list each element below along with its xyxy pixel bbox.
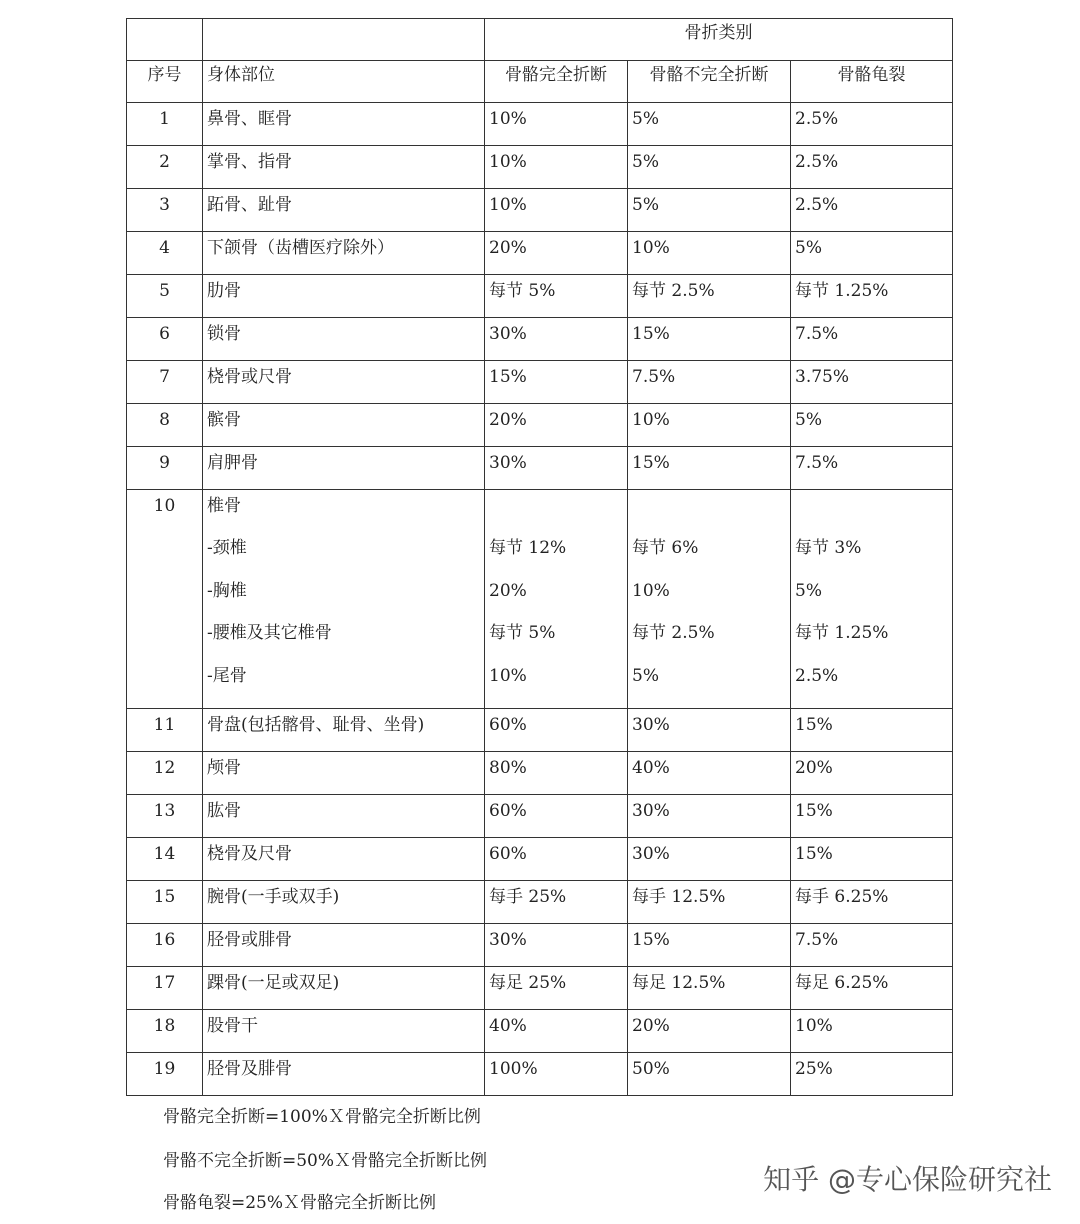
row-complete: 100% <box>485 1052 628 1095</box>
fracture-table-body <box>127 19 953 1096</box>
row-part: 跖骨、趾骨 <box>203 189 485 232</box>
sub-line: -颈椎 <box>207 538 247 559</box>
row-no: 10 <box>127 490 203 709</box>
row-complete: 30% <box>485 923 628 966</box>
row-incomplete <box>628 490 791 709</box>
row-incomplete: 每足 12.5% <box>628 966 791 1009</box>
table-row <box>127 923 953 966</box>
row-incomplete: 15% <box>628 923 791 966</box>
row-crack: 20% <box>791 751 953 794</box>
sub-line: 5% <box>632 665 659 686</box>
row-no: 14 <box>127 837 203 880</box>
table-row <box>127 837 953 880</box>
row-crack: 15% <box>791 837 953 880</box>
table-row <box>127 361 953 404</box>
row-incomplete: 20% <box>628 1009 791 1052</box>
row-complete: 20% <box>485 232 628 275</box>
row-no: 16 <box>127 923 203 966</box>
row-no: 1 <box>127 103 203 146</box>
row-complete: 15% <box>485 361 628 404</box>
row-no: 4 <box>127 232 203 275</box>
row-incomplete: 10% <box>628 232 791 275</box>
row-crack: 5% <box>791 232 953 275</box>
row-part: 桡骨或尺骨 <box>203 361 485 404</box>
row-incomplete: 40% <box>628 751 791 794</box>
row-part: 肩胛骨 <box>203 447 485 490</box>
row-no: 15 <box>127 880 203 923</box>
sub-line: 每节 6% <box>632 538 699 559</box>
row-part: 股骨干 <box>203 1009 485 1052</box>
row-complete: 10% <box>485 146 628 189</box>
sub-line: 每节 2.5% <box>632 623 715 644</box>
row-incomplete: 50% <box>628 1052 791 1095</box>
row-no: 2 <box>127 146 203 189</box>
row-crack: 5% <box>791 404 953 447</box>
header-crack: 骨骼龟裂 <box>791 61 953 103</box>
row-complete <box>485 490 628 709</box>
sub-line <box>489 496 623 538</box>
row-crack: 每手 6.25% <box>791 880 953 923</box>
row-crack: 10% <box>791 1009 953 1052</box>
header-group-row <box>127 19 953 61</box>
row-part <box>203 490 485 709</box>
row-crack: 7.5% <box>791 318 953 361</box>
row-complete: 80% <box>485 751 628 794</box>
row-incomplete: 30% <box>628 837 791 880</box>
row-part: 桡骨及尺骨 <box>203 837 485 880</box>
row-complete: 20% <box>485 404 628 447</box>
table-row <box>127 880 953 923</box>
sub-line: 每节 12% <box>489 538 567 559</box>
row-incomplete: 每节 2.5% <box>628 275 791 318</box>
row-no: 6 <box>127 318 203 361</box>
row-part: 颅骨 <box>203 751 485 794</box>
row-part: 腕骨(一手或双手) <box>203 880 485 923</box>
sub-line: 20% <box>489 580 527 601</box>
table-row <box>127 708 953 751</box>
sub-line: 10% <box>632 580 670 601</box>
header-no: 序号 <box>127 61 203 103</box>
row-crack <box>791 490 953 709</box>
row-part: 踝骨(一足或双足) <box>203 966 485 1009</box>
footnote-complete: 骨骼完全折断=100%Ｘ骨骼完全折断比例 <box>163 1107 481 1127</box>
row-crack: 7.5% <box>791 447 953 490</box>
row-part: 下颌骨（齿槽医疗除外） <box>203 232 485 275</box>
row-part: 胫骨或腓骨 <box>203 923 485 966</box>
table-row <box>127 751 953 794</box>
row-complete: 40% <box>485 1009 628 1052</box>
row-crack: 15% <box>791 708 953 751</box>
sub-line: 2.5% <box>795 665 839 686</box>
row-incomplete: 15% <box>628 447 791 490</box>
table-row <box>127 318 953 361</box>
row-incomplete: 30% <box>628 794 791 837</box>
row-incomplete: 5% <box>628 189 791 232</box>
row-complete: 30% <box>485 318 628 361</box>
sub-line: 5% <box>795 580 822 601</box>
row-complete: 10% <box>485 103 628 146</box>
row-complete: 60% <box>485 837 628 880</box>
row-complete: 60% <box>485 708 628 751</box>
sub-line <box>632 496 786 538</box>
table-row <box>127 103 953 146</box>
row-no: 5 <box>127 275 203 318</box>
row-part: 肱骨 <box>203 794 485 837</box>
row-crack: 7.5% <box>791 923 953 966</box>
row-part: 鼻骨、眶骨 <box>203 103 485 146</box>
row-crack: 2.5% <box>791 146 953 189</box>
row-part: 胫骨及腓骨 <box>203 1052 485 1095</box>
table-row <box>127 794 953 837</box>
sub-line: -胸椎 <box>207 580 247 601</box>
table-row-vertebra <box>127 490 953 709</box>
row-no: 17 <box>127 966 203 1009</box>
row-incomplete: 每手 12.5% <box>628 880 791 923</box>
sub-line: -腰椎及其它椎骨 <box>207 623 332 644</box>
footnote-crack: 骨骼龟裂=25%Ｘ骨骼完全折断比例 <box>163 1193 437 1213</box>
row-no: 7 <box>127 361 203 404</box>
header-complete: 骨骼完全折断 <box>485 61 628 103</box>
header-incomplete: 骨骼不完全折断 <box>628 61 791 103</box>
row-crack: 每节 1.25% <box>791 275 953 318</box>
row-no: 18 <box>127 1009 203 1052</box>
row-no: 8 <box>127 404 203 447</box>
header-row <box>127 61 953 103</box>
table-row <box>127 189 953 232</box>
sub-line: 每节 1.25% <box>795 623 889 644</box>
table-row <box>127 1009 953 1052</box>
row-crack: 每足 6.25% <box>791 966 953 1009</box>
sub-line <box>795 496 948 538</box>
sub-line: 椎骨 <box>207 496 241 516</box>
table-row <box>127 275 953 318</box>
header-blank-cell <box>127 19 203 61</box>
row-no: 13 <box>127 794 203 837</box>
row-crack: 15% <box>791 794 953 837</box>
row-complete: 每节 5% <box>485 275 628 318</box>
header-part: 身体部位 <box>203 61 485 103</box>
row-part: 髌骨 <box>203 404 485 447</box>
row-crack: 2.5% <box>791 189 953 232</box>
row-incomplete: 10% <box>628 404 791 447</box>
row-crack: 25% <box>791 1052 953 1095</box>
row-complete: 10% <box>485 189 628 232</box>
row-no: 19 <box>127 1052 203 1095</box>
table-row <box>127 966 953 1009</box>
table-row <box>127 447 953 490</box>
row-incomplete: 30% <box>628 708 791 751</box>
header-blank-cell <box>203 19 485 61</box>
row-incomplete: 5% <box>628 103 791 146</box>
sub-line: 每节 3% <box>795 538 862 559</box>
table-row <box>127 232 953 275</box>
row-complete: 每足 25% <box>485 966 628 1009</box>
row-complete: 30% <box>485 447 628 490</box>
table-row <box>127 1052 953 1095</box>
row-part: 锁骨 <box>203 318 485 361</box>
row-part: 骨盘(包括髂骨、耻骨、坐骨) <box>203 708 485 751</box>
row-no: 11 <box>127 708 203 751</box>
row-incomplete: 7.5% <box>628 361 791 404</box>
row-incomplete: 5% <box>628 146 791 189</box>
row-crack: 3.75% <box>791 361 953 404</box>
footnote-incomplete: 骨骼不完全折断=50%Ｘ骨骼完全折断比例 <box>163 1151 488 1171</box>
row-no: 3 <box>127 189 203 232</box>
row-complete: 60% <box>485 794 628 837</box>
row-part: 肋骨 <box>203 275 485 318</box>
row-part: 掌骨、指骨 <box>203 146 485 189</box>
table-row <box>127 146 953 189</box>
row-complete: 每手 25% <box>485 880 628 923</box>
row-no: 12 <box>127 751 203 794</box>
watermark: 知乎 @专心保险研究社 <box>763 1163 1052 1196</box>
table-row <box>127 404 953 447</box>
sub-line: -尾骨 <box>207 665 247 686</box>
sub-line: 每节 5% <box>489 623 556 644</box>
sub-line: 10% <box>489 665 527 686</box>
fracture-table <box>126 18 953 1096</box>
header-group-title: 骨折类别 <box>485 19 953 61</box>
row-incomplete: 15% <box>628 318 791 361</box>
row-no: 9 <box>127 447 203 490</box>
row-crack: 2.5% <box>791 103 953 146</box>
